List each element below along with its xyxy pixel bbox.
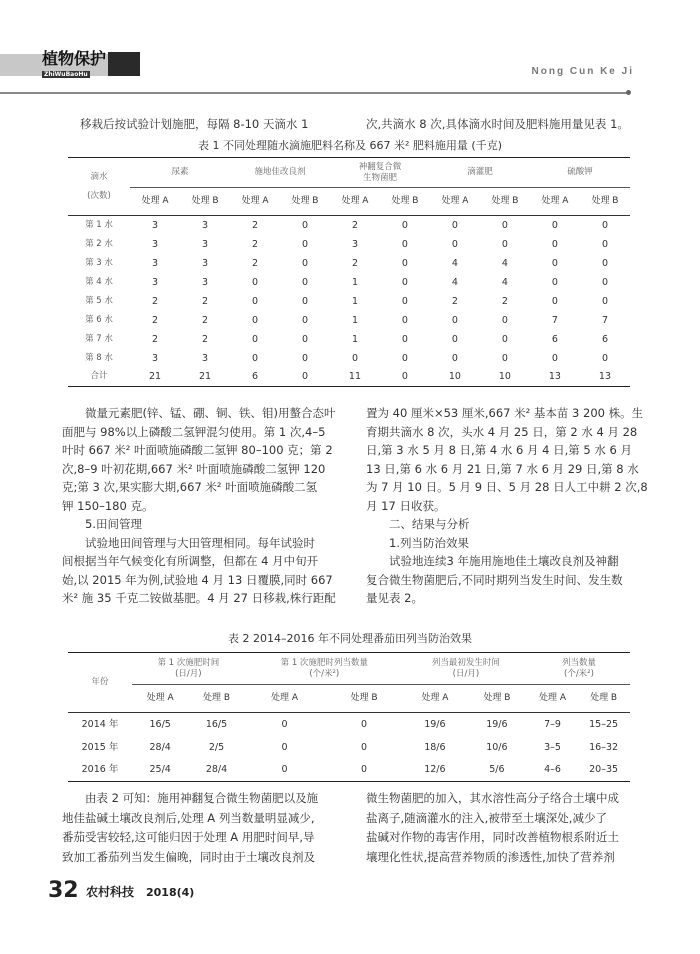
group-header: 施地佳改良剂 [230, 158, 330, 188]
sub-header: 处理 A [441, 196, 469, 206]
row-label: 第 6 水 [85, 314, 113, 325]
table-cell: 0 [451, 238, 458, 250]
text-line: 壤理化性状,提高营养物质的渗透性,加快了营养剂 [366, 849, 615, 864]
table-cell: 3 [151, 276, 159, 288]
sub-header-row [68, 188, 630, 216]
group-header: 硫酸钾 [530, 158, 630, 188]
table-cell: 0 [251, 295, 258, 307]
table-cell: 6 [251, 371, 258, 383]
group-title: 列当最初发生时间 [431, 657, 500, 668]
table-cell: 0 [301, 371, 308, 383]
table-cell: 2 [451, 295, 458, 307]
sub-header: 处理 B [191, 196, 219, 206]
table-cell: 0 [301, 314, 308, 326]
table-cell: 10/6 [486, 741, 508, 753]
table-cell: 0 [401, 219, 408, 231]
table-cell: 0 [401, 333, 408, 345]
table-cell: 0 [251, 276, 258, 288]
table-row [68, 235, 630, 254]
table-row [68, 330, 630, 349]
group-unit: (日/月) [452, 668, 480, 679]
table-cell: 3 [151, 238, 159, 250]
row-label: 合计 [90, 371, 108, 382]
table-cell: 0 [251, 333, 258, 345]
text-line: 米² 施 35 千克二铵做基肥。4 月 27 日移栽,株行距配 [62, 591, 336, 605]
row-label: 第 1 水 [85, 219, 113, 230]
section-pinyin: ZhiWuBaoHu [44, 71, 88, 78]
text-line: 育期共滴水 8 次，头水 4 月 25 日，第 2 水 4 月 28 [366, 424, 638, 439]
table-cell: 0 [361, 718, 368, 730]
table-cell: 0 [501, 238, 508, 250]
table-cell: 0 [281, 764, 288, 776]
group-header [132, 653, 245, 685]
sub-header: 处理 A [270, 693, 298, 703]
table-cell: 0 [501, 314, 508, 326]
table-cell: 0 [501, 333, 508, 345]
table-row [68, 736, 630, 759]
text-line: 月 17 日收获。 [366, 498, 446, 513]
row-label: 2015 年 [81, 741, 119, 753]
table-row [68, 759, 630, 782]
table-cell: 0 [451, 352, 458, 364]
table-cell: 0 [601, 238, 608, 250]
table-cell: 0 [551, 238, 558, 250]
group-header-line: 神翻复合微 [358, 161, 402, 172]
table-cell: 3 [201, 238, 208, 250]
table-cell: 0 [451, 219, 458, 231]
sub-header: 处理 A [241, 196, 269, 206]
table-2 [68, 652, 630, 782]
table-cell: 0 [301, 333, 308, 345]
group-title: 第 1 次施肥时列当数量 [280, 657, 368, 668]
row-label: 第 3 水 [85, 257, 113, 268]
row-header-label: 滴水 [90, 171, 108, 182]
text-line: 微量元素肥(锌、锰、硼、铜、铁、钼)用螯合态叶 [62, 406, 336, 420]
table-cell: 0 [501, 219, 508, 231]
table-cell: 0 [401, 257, 408, 269]
header-accent [108, 52, 140, 76]
table-cell: 0 [361, 741, 368, 753]
table-cell: 0 [281, 718, 288, 730]
table-cell: 7 [601, 314, 608, 326]
table-cell: 4–6 [544, 764, 561, 776]
table-cell: 19/6 [424, 718, 446, 730]
sub-header: 处理 B [202, 693, 231, 703]
table-cell: 28/4 [149, 741, 171, 753]
table-row [68, 713, 630, 736]
table-cell: 0 [601, 352, 608, 364]
table-cell: 2 [251, 219, 258, 231]
table-cell: 1 [351, 333, 358, 345]
table-cell: 4 [451, 257, 458, 269]
table-cell: 7–9 [544, 718, 561, 730]
row-label: 2016 年 [81, 764, 119, 776]
table-cell: 0 [451, 314, 458, 326]
table-cell: 1 [351, 295, 358, 307]
table-cell: 10 [448, 371, 461, 383]
table-row [68, 273, 630, 292]
table-cell: 0 [501, 352, 508, 364]
table-cell: 0 [251, 314, 258, 326]
group-header-line: 生物菌肥 [362, 172, 397, 183]
table2-caption: 表 2 2014–2016 年不同处理番茄田列当防治效果 [228, 632, 472, 645]
sub-header: 处理 B [291, 196, 319, 206]
table-cell: 19/6 [486, 718, 508, 730]
table-cell: 1 [351, 276, 358, 288]
table-cell: 2 [251, 238, 258, 250]
text-line: 钾 150–180 克。 [62, 498, 154, 513]
text-line: 克;第 3 次,果实膨大期,667 米² 叶面喷施磷酸二氢 [62, 480, 318, 494]
group-title: 第 1 次施肥时间 [157, 657, 220, 668]
table-cell: 0 [301, 238, 308, 250]
journal-issue: 2018(4) [146, 886, 195, 899]
table-cell: 3 [201, 219, 208, 231]
table-cell: 1 [351, 314, 358, 326]
table-row [68, 216, 630, 235]
text-line: 日,第 3 水 5 月 8 日,第 4 水 6 月 4 日,第 5 水 6 月 [366, 443, 632, 457]
group-unit: (个/米²) [309, 668, 340, 679]
row-label: 第 7 水 [85, 333, 113, 344]
table-cell: 0 [401, 276, 408, 288]
table-cell: 0 [351, 352, 358, 364]
group-header: 尿素 [130, 158, 230, 188]
table-cell: 16–32 [589, 741, 619, 753]
text-line: 由表 2 可知：施用神翻复合微生物菌肥以及施 [62, 791, 319, 805]
row-header [68, 158, 130, 216]
group-header [330, 158, 430, 188]
text-line: 次,8–9 叶初花期,667 米² 叶面喷施磷酸二氢钾 120 [62, 461, 326, 476]
row-header-unit: (次数) [87, 190, 111, 201]
row-label: 第 4 水 [85, 276, 113, 287]
table-cell: 0 [551, 257, 558, 269]
table-cell: 7 [551, 314, 558, 326]
table-cell: 3 [351, 238, 358, 250]
table-cell: 13 [598, 371, 611, 383]
table-cell: 2/5 [208, 741, 225, 753]
text-line: 番茄受害较轻,这可能归因于处理 A 用肥时间早,导 [62, 830, 315, 844]
table-cell: 12/6 [424, 764, 446, 776]
table-cell: 20–35 [589, 764, 619, 776]
text-line: 试验地连续3 年施用施地佳土壤改良剂及神翻 [366, 554, 619, 568]
table-cell: 2 [151, 314, 159, 326]
sub-header: 处理 A [341, 196, 369, 206]
text-line: 复合微生物菌肥后,不同时期列当发生时间、发生数 [366, 572, 623, 587]
sub-header: 处理 B [350, 693, 378, 703]
table-cell: 4 [501, 257, 508, 269]
sub-header: 处理 A [541, 196, 569, 206]
table-cell: 0 [301, 276, 308, 288]
row-label: 2014 年 [81, 718, 119, 730]
table-cell: 2 [151, 295, 159, 307]
group-unit: (个/米²) [564, 668, 594, 679]
row-label: 第 8 水 [85, 352, 113, 363]
table-cell: 0 [401, 314, 408, 326]
table-cell: 0 [281, 741, 288, 753]
table-cell: 3 [201, 276, 208, 288]
text-line: 试验地田间管理与大田管理相同。每年试验时 [62, 535, 315, 550]
section-title: 植物保护 [42, 49, 107, 68]
table-cell: 3–5 [544, 741, 561, 753]
page-number: 32 [48, 878, 79, 903]
text-line: 面肥与 98%以上磷酸二氢钾混匀使用。第 1 次,4–5 [62, 424, 326, 439]
table-cell: 3 [151, 257, 159, 269]
table-cell: 0 [301, 295, 308, 307]
table-cell: 0 [551, 295, 558, 307]
text-line: 1.列当防治效果 [366, 535, 469, 550]
sub-header: 处理 A [421, 693, 449, 703]
table-row [68, 349, 630, 368]
table-cell: 0 [601, 257, 608, 269]
group-title: 列当数量 [561, 657, 596, 668]
table-row [68, 311, 630, 330]
text-line: 致加工番茄列当发生偏晚，同时由于土壤改良剂及 [62, 849, 315, 864]
table-cell: 0 [451, 333, 458, 345]
table-cell: 3 [151, 352, 159, 364]
table-cell: 10 [498, 371, 511, 383]
text-line: 置为 40 厘米×53 厘米,667 米² 基本苗 3 200 株。生 [366, 406, 644, 420]
table-cell: 16/5 [149, 718, 171, 730]
row-label: 第 2 水 [85, 238, 113, 249]
table-cell: 0 [551, 352, 558, 364]
table-cell: 2 [151, 333, 159, 345]
group-header-row [68, 653, 630, 685]
group-header [245, 653, 404, 685]
sub-header: 处理 B [491, 196, 519, 206]
text-line: 地佳盐碱土壤改良剂后,处理 A 列当数量明显减少, [62, 810, 315, 825]
table-cell: 2 [501, 295, 508, 307]
table-cell: 3 [201, 257, 208, 269]
table-cell: 0 [401, 238, 408, 250]
table-cell: 16/5 [205, 718, 228, 730]
table-cell: 5/6 [489, 764, 505, 776]
sub-header: 处理 B [483, 693, 511, 703]
table-cell: 28/4 [205, 764, 228, 776]
table-cell: 6 [601, 333, 608, 345]
text-line: 盐碱对作物的毒害作用，同时改善植物根系附近土 [366, 830, 619, 844]
text-line: 盐离子,随滴灌水的注入,被带至土壤深处,减少了 [366, 810, 607, 825]
text-line: 5.田间管理 [62, 517, 142, 531]
table-cell: 11 [348, 371, 361, 383]
text-line: 量见表 2。 [366, 591, 423, 605]
table-cell: 3 [151, 219, 159, 231]
group-header [528, 653, 630, 685]
table1-caption: 表 1 不同处理随水滴施肥料名称及 667 米² 肥料施用量 (千克) [198, 139, 502, 152]
table-cell: 0 [301, 352, 308, 364]
sub-header: 处理 B [590, 693, 618, 703]
table-row [68, 254, 630, 273]
table-cell: 2 [201, 295, 208, 307]
table-cell: 0 [251, 352, 258, 364]
table-cell: 0 [401, 352, 408, 364]
text-line: 微生物菌肥的加入，其水溶性高分子络合土壤中成 [366, 791, 619, 805]
table-cell: 0 [301, 219, 308, 231]
table-cell: 4 [451, 276, 458, 288]
table-cell: 2 [201, 333, 208, 345]
table-cell: 21 [148, 371, 162, 383]
sub-header: 处理 B [391, 196, 419, 206]
table-row [68, 368, 630, 387]
table-cell: 2 [351, 257, 358, 269]
sub-header: 处理 A [141, 196, 169, 206]
text-line: 始,以 2015 年为例,试验地 4 月 13 日覆膜,同时 667 [62, 572, 333, 587]
table-cell: 2 [351, 219, 358, 231]
sub-header: 处理 A [539, 693, 567, 703]
intro-left: 移栽后按试验计划施肥，每隔 8-10 天滴水 1 [80, 117, 309, 131]
row-label: 第 5 水 [85, 295, 113, 306]
table-cell: 4 [501, 276, 508, 288]
journal-name: 农村科技 [86, 885, 135, 899]
table-cell: 2 [201, 314, 208, 326]
text-line: 间根据当年气候变化有所调整，但都在 4 月中旬开 [62, 554, 319, 568]
table-cell: 3 [201, 352, 208, 364]
table-1 [68, 157, 630, 387]
header-rule-dot [626, 90, 631, 95]
table-cell: 6 [551, 333, 558, 345]
table-row [68, 292, 630, 311]
table-cell: 0 [401, 371, 408, 383]
sub-header-row [68, 685, 630, 713]
intro-right: 次,共滴水 8 次,具体滴水时间及肥料施用量见表 1。 [366, 117, 629, 131]
table-cell: 15–25 [589, 718, 619, 730]
table-cell: 25/4 [149, 764, 171, 776]
journal-pinyin: Nong Cun Ke Ji [531, 66, 634, 77]
group-unit: (日/月) [175, 668, 202, 679]
table-cell: 21 [198, 371, 212, 383]
sub-header: 处理 A [146, 693, 174, 703]
table-cell: 13 [548, 371, 561, 383]
table-cell: 0 [401, 295, 408, 307]
sub-header: 处理 B [591, 196, 619, 206]
table-cell: 0 [551, 276, 558, 288]
table-cell: 0 [601, 295, 608, 307]
table-cell: 0 [301, 257, 308, 269]
text-line: 13 日,第 6 水 6 月 21 日,第 7 水 6 月 29 日,第 8 水 [366, 461, 639, 476]
row-header: 年份 [68, 653, 132, 713]
table-cell: 0 [361, 764, 368, 776]
table-cell: 0 [601, 219, 608, 231]
table-cell: 2 [251, 257, 258, 269]
table-cell: 0 [601, 276, 608, 288]
text-line: 为 7 月 10 日。5 月 9 日、5 月 28 日人工中耕 2 次,8 [366, 480, 648, 494]
group-header [404, 653, 528, 685]
table-cell: 18/6 [424, 741, 446, 753]
group-header: 滴灌肥 [430, 158, 530, 188]
table-cell: 0 [551, 219, 558, 231]
text-line: 二、结果与分析 [366, 517, 470, 531]
header-rule [0, 92, 628, 94]
text-line: 叶时 667 米² 叶面喷施磷酸二氢钾 80–100 克；第 2 [62, 443, 333, 457]
